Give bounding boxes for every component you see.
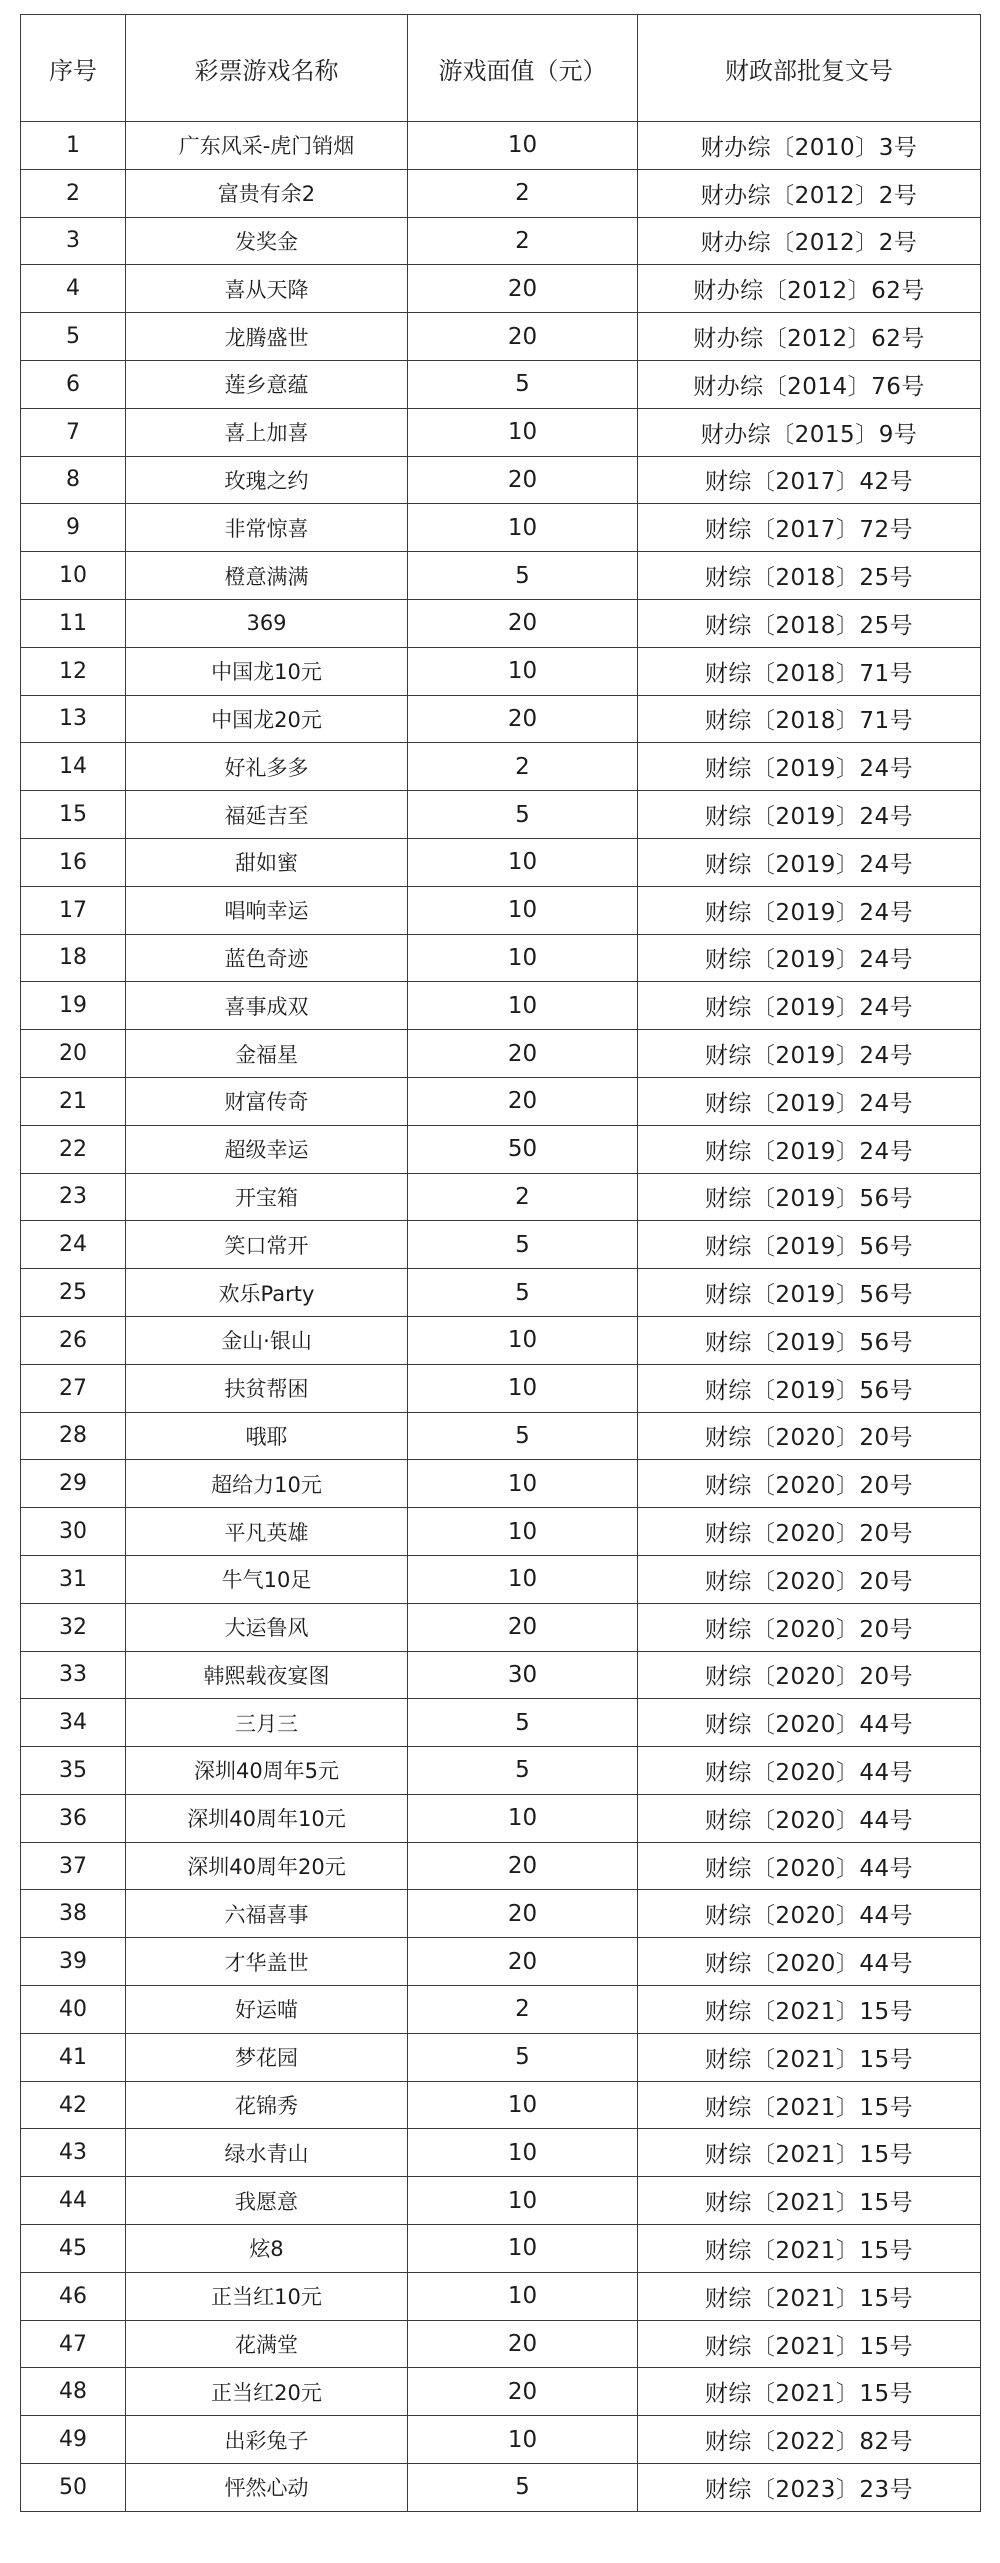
table-row [21, 169, 981, 217]
cell-serial-number: 19 [21, 982, 126, 1030]
cell-serial-number: 46 [21, 2272, 126, 2320]
cell-game-name: 中国龙20元 [126, 695, 408, 743]
table-row [21, 122, 981, 170]
cell-face-value: 20 [408, 1842, 638, 1890]
table-row [21, 791, 981, 839]
cell-serial-number: 6 [21, 360, 126, 408]
cell-approval-document: 财办综〔2015〕9号 [638, 408, 981, 456]
cell-approval-document: 财综〔2019〕24号 [638, 886, 981, 934]
header-game-name: 彩票游戏名称 [126, 15, 408, 122]
cell-serial-number: 10 [21, 552, 126, 600]
cell-game-name: 绿水青山 [126, 2129, 408, 2177]
cell-face-value: 10 [408, 1555, 638, 1603]
cell-approval-document: 财办综〔2012〕2号 [638, 169, 981, 217]
cell-serial-number: 9 [21, 504, 126, 552]
cell-game-name: 正当红10元 [126, 2272, 408, 2320]
table-row [21, 886, 981, 934]
cell-approval-document: 财综〔2019〕56号 [638, 1316, 981, 1364]
table-row [21, 2129, 981, 2177]
table-row [21, 1269, 981, 1317]
cell-approval-document: 财综〔2021〕15号 [638, 2177, 981, 2225]
table-row [21, 743, 981, 791]
cell-approval-document: 财综〔2019〕24号 [638, 743, 981, 791]
cell-serial-number: 4 [21, 265, 126, 313]
cell-game-name: 金福星 [126, 1030, 408, 1078]
cell-face-value: 5 [408, 1747, 638, 1795]
table-row [21, 456, 981, 504]
cell-serial-number: 18 [21, 934, 126, 982]
cell-face-value: 10 [408, 1460, 638, 1508]
table-row [21, 1030, 981, 1078]
table-row [21, 1125, 981, 1173]
table-row [21, 2272, 981, 2320]
cell-face-value: 10 [408, 504, 638, 552]
cell-game-name: 好礼多多 [126, 743, 408, 791]
cell-approval-document: 财综〔2019〕24号 [638, 1125, 981, 1173]
cell-serial-number: 50 [21, 2464, 126, 2512]
table-row [21, 1412, 981, 1460]
cell-serial-number: 29 [21, 1460, 126, 1508]
table-header [21, 15, 981, 122]
cell-game-name: 福延吉至 [126, 791, 408, 839]
table-row [21, 1938, 981, 1986]
cell-face-value: 5 [408, 2464, 638, 2512]
cell-serial-number: 7 [21, 408, 126, 456]
cell-game-name: 哦耶 [126, 1412, 408, 1460]
cell-game-name: 中国龙10元 [126, 647, 408, 695]
table-row [21, 2081, 981, 2129]
cell-serial-number: 41 [21, 2033, 126, 2081]
table-row [21, 1986, 981, 2034]
cell-game-name: 金山·银山 [126, 1316, 408, 1364]
cell-game-name: 花锦秀 [126, 2081, 408, 2129]
cell-face-value: 20 [408, 695, 638, 743]
table-row [21, 504, 981, 552]
cell-approval-document: 财综〔2018〕71号 [638, 647, 981, 695]
cell-serial-number: 44 [21, 2177, 126, 2225]
cell-game-name: 发奖金 [126, 217, 408, 265]
cell-game-name: 富贵有余2 [126, 169, 408, 217]
cell-approval-document: 财综〔2021〕15号 [638, 2081, 981, 2129]
cell-face-value: 10 [408, 1794, 638, 1842]
cell-serial-number: 43 [21, 2129, 126, 2177]
cell-game-name: 玫瑰之约 [126, 456, 408, 504]
cell-approval-document: 财综〔2020〕44号 [638, 1747, 981, 1795]
cell-serial-number: 25 [21, 1269, 126, 1317]
table-row [21, 1747, 981, 1795]
cell-face-value: 20 [408, 1938, 638, 1986]
cell-face-value: 10 [408, 2081, 638, 2129]
table-row [21, 982, 981, 1030]
cell-face-value: 20 [408, 1890, 638, 1938]
cell-approval-document: 财综〔2019〕24号 [638, 1077, 981, 1125]
cell-approval-document: 财综〔2021〕15号 [638, 2033, 981, 2081]
cell-game-name: 笑口常开 [126, 1221, 408, 1269]
cell-face-value: 2 [408, 217, 638, 265]
cell-face-value: 10 [408, 408, 638, 456]
lottery-games-table [20, 14, 981, 2512]
table-row [21, 217, 981, 265]
cell-serial-number: 26 [21, 1316, 126, 1364]
cell-serial-number: 40 [21, 1986, 126, 2034]
cell-face-value: 20 [408, 599, 638, 647]
cell-serial-number: 27 [21, 1364, 126, 1412]
cell-face-value: 10 [408, 1364, 638, 1412]
table-row [21, 647, 981, 695]
table-row [21, 552, 981, 600]
cell-serial-number: 28 [21, 1412, 126, 1460]
table-row [21, 1077, 981, 1125]
cell-game-name: 广东风采-虎门销烟 [126, 122, 408, 170]
cell-face-value: 5 [408, 2033, 638, 2081]
cell-serial-number: 2 [21, 169, 126, 217]
cell-game-name: 平凡英雄 [126, 1508, 408, 1556]
cell-face-value: 10 [408, 122, 638, 170]
cell-face-value: 20 [408, 456, 638, 504]
cell-game-name: 扶贫帮困 [126, 1364, 408, 1412]
cell-face-value: 30 [408, 1651, 638, 1699]
cell-approval-document: 财综〔2020〕44号 [638, 1842, 981, 1890]
table-row [21, 1794, 981, 1842]
header-approval-document: 财政部批复文号 [638, 15, 981, 122]
cell-game-name: 梦花园 [126, 2033, 408, 2081]
cell-serial-number: 11 [21, 599, 126, 647]
cell-face-value: 5 [408, 1269, 638, 1317]
cell-game-name: 花满堂 [126, 2320, 408, 2368]
cell-game-name: 唱响幸运 [126, 886, 408, 934]
cell-serial-number: 32 [21, 1603, 126, 1651]
cell-approval-document: 财综〔2020〕20号 [638, 1460, 981, 1508]
table-row [21, 1460, 981, 1508]
cell-game-name: 深圳40周年20元 [126, 1842, 408, 1890]
table-row [21, 934, 981, 982]
cell-face-value: 20 [408, 313, 638, 361]
cell-game-name: 牛气10足 [126, 1555, 408, 1603]
table-row [21, 265, 981, 313]
table-row [21, 838, 981, 886]
cell-approval-document: 财综〔2019〕24号 [638, 982, 981, 1030]
cell-approval-document: 财办综〔2012〕2号 [638, 217, 981, 265]
cell-face-value: 2 [408, 1986, 638, 2034]
cell-approval-document: 财办综〔2012〕62号 [638, 313, 981, 361]
cell-game-name: 橙意满满 [126, 552, 408, 600]
cell-face-value: 10 [408, 886, 638, 934]
cell-approval-document: 财综〔2020〕20号 [638, 1555, 981, 1603]
cell-game-name: 六福喜事 [126, 1890, 408, 1938]
cell-face-value: 2 [408, 1173, 638, 1221]
cell-approval-document: 财综〔2018〕25号 [638, 552, 981, 600]
cell-serial-number: 14 [21, 743, 126, 791]
cell-serial-number: 31 [21, 1555, 126, 1603]
cell-serial-number: 33 [21, 1651, 126, 1699]
cell-face-value: 10 [408, 647, 638, 695]
cell-serial-number: 34 [21, 1699, 126, 1747]
cell-game-name: 三月三 [126, 1699, 408, 1747]
cell-face-value: 5 [408, 1412, 638, 1460]
cell-approval-document: 财综〔2020〕20号 [638, 1412, 981, 1460]
cell-approval-document: 财综〔2018〕25号 [638, 599, 981, 647]
table-row [21, 2177, 981, 2225]
table-row [21, 599, 981, 647]
cell-face-value: 20 [408, 2368, 638, 2416]
cell-serial-number: 24 [21, 1221, 126, 1269]
cell-approval-document: 财综〔2018〕71号 [638, 695, 981, 743]
table-row [21, 360, 981, 408]
table-row [21, 1508, 981, 1556]
cell-game-name: 莲乡意蕴 [126, 360, 408, 408]
cell-game-name: 甜如蜜 [126, 838, 408, 886]
cell-game-name: 龙腾盛世 [126, 313, 408, 361]
cell-serial-number: 17 [21, 886, 126, 934]
cell-game-name: 怦然心动 [126, 2464, 408, 2512]
cell-serial-number: 13 [21, 695, 126, 743]
cell-serial-number: 22 [21, 1125, 126, 1173]
cell-face-value: 5 [408, 360, 638, 408]
cell-face-value: 2 [408, 743, 638, 791]
cell-approval-document: 财综〔2022〕82号 [638, 2416, 981, 2464]
table-row [21, 2464, 981, 2512]
table-row [21, 2368, 981, 2416]
cell-serial-number: 49 [21, 2416, 126, 2464]
cell-face-value: 20 [408, 265, 638, 313]
cell-serial-number: 8 [21, 456, 126, 504]
table-body [21, 122, 981, 2512]
table-row [21, 695, 981, 743]
cell-approval-document: 财综〔2021〕15号 [638, 2225, 981, 2273]
cell-approval-document: 财综〔2020〕20号 [638, 1651, 981, 1699]
cell-face-value: 10 [408, 2177, 638, 2225]
cell-approval-document: 财办综〔2014〕76号 [638, 360, 981, 408]
cell-face-value: 10 [408, 1508, 638, 1556]
table-row [21, 1651, 981, 1699]
table-row [21, 313, 981, 361]
cell-approval-document: 财综〔2021〕15号 [638, 2129, 981, 2177]
cell-game-name: 韩熙载夜宴图 [126, 1651, 408, 1699]
cell-serial-number: 37 [21, 1842, 126, 1890]
cell-game-name: 出彩兔子 [126, 2416, 408, 2464]
cell-serial-number: 39 [21, 1938, 126, 1986]
cell-approval-document: 财综〔2019〕24号 [638, 791, 981, 839]
cell-game-name: 深圳40周年5元 [126, 1747, 408, 1795]
table-row [21, 2033, 981, 2081]
cell-serial-number: 1 [21, 122, 126, 170]
cell-face-value: 10 [408, 838, 638, 886]
cell-approval-document: 财综〔2021〕15号 [638, 2368, 981, 2416]
header-serial-number: 序号 [21, 15, 126, 122]
cell-face-value: 5 [408, 552, 638, 600]
cell-approval-document: 财综〔2020〕44号 [638, 1699, 981, 1747]
cell-game-name: 蓝色奇迹 [126, 934, 408, 982]
table-row [21, 1316, 981, 1364]
cell-approval-document: 财综〔2021〕15号 [638, 2272, 981, 2320]
cell-approval-document: 财综〔2019〕56号 [638, 1364, 981, 1412]
cell-game-name: 财富传奇 [126, 1077, 408, 1125]
cell-game-name: 炫8 [126, 2225, 408, 2273]
cell-face-value: 20 [408, 1603, 638, 1651]
cell-approval-document: 财综〔2019〕56号 [638, 1173, 981, 1221]
header-row [21, 15, 981, 122]
cell-serial-number: 15 [21, 791, 126, 839]
table-row [21, 2320, 981, 2368]
cell-game-name: 大运鲁风 [126, 1603, 408, 1651]
cell-approval-document: 财综〔2023〕23号 [638, 2464, 981, 2512]
cell-game-name: 喜从天降 [126, 265, 408, 313]
table-row [21, 1364, 981, 1412]
cell-face-value: 10 [408, 934, 638, 982]
cell-approval-document: 财综〔2019〕56号 [638, 1269, 981, 1317]
table-row [21, 1842, 981, 1890]
cell-game-name: 正当红20元 [126, 2368, 408, 2416]
cell-serial-number: 42 [21, 2081, 126, 2129]
table-row [21, 1603, 981, 1651]
cell-approval-document: 财综〔2019〕56号 [638, 1221, 981, 1269]
cell-approval-document: 财综〔2021〕15号 [638, 2320, 981, 2368]
cell-game-name: 我愿意 [126, 2177, 408, 2225]
cell-game-name: 开宝箱 [126, 1173, 408, 1221]
cell-serial-number: 12 [21, 647, 126, 695]
cell-serial-number: 47 [21, 2320, 126, 2368]
cell-face-value: 5 [408, 791, 638, 839]
cell-serial-number: 30 [21, 1508, 126, 1556]
cell-approval-document: 财综〔2020〕44号 [638, 1890, 981, 1938]
cell-face-value: 10 [408, 1316, 638, 1364]
cell-serial-number: 45 [21, 2225, 126, 2273]
cell-face-value: 5 [408, 1699, 638, 1747]
table-row [21, 2416, 981, 2464]
cell-approval-document: 财办综〔2012〕62号 [638, 265, 981, 313]
cell-approval-document: 财综〔2020〕44号 [638, 1794, 981, 1842]
cell-face-value: 10 [408, 2225, 638, 2273]
cell-serial-number: 38 [21, 1890, 126, 1938]
cell-game-name: 369 [126, 599, 408, 647]
cell-game-name: 好运喵 [126, 1986, 408, 2034]
cell-face-value: 20 [408, 1077, 638, 1125]
header-face-value: 游戏面值（元） [408, 15, 638, 122]
cell-approval-document: 财综〔2019〕24号 [638, 838, 981, 886]
table-row [21, 1699, 981, 1747]
cell-approval-document: 财综〔2020〕44号 [638, 1938, 981, 1986]
cell-serial-number: 23 [21, 1173, 126, 1221]
cell-face-value: 20 [408, 1030, 638, 1078]
cell-serial-number: 3 [21, 217, 126, 265]
cell-face-value: 10 [408, 2416, 638, 2464]
cell-face-value: 2 [408, 169, 638, 217]
cell-approval-document: 财综〔2019〕24号 [638, 1030, 981, 1078]
cell-serial-number: 35 [21, 1747, 126, 1795]
cell-approval-document: 财综〔2021〕15号 [638, 1986, 981, 2034]
table-row [21, 1173, 981, 1221]
cell-approval-document: 财综〔2017〕42号 [638, 456, 981, 504]
cell-approval-document: 财综〔2019〕24号 [638, 934, 981, 982]
cell-approval-document: 财办综〔2010〕3号 [638, 122, 981, 170]
cell-game-name: 才华盖世 [126, 1938, 408, 1986]
cell-serial-number: 5 [21, 313, 126, 361]
table-row [21, 1221, 981, 1269]
cell-game-name: 欢乐Party [126, 1269, 408, 1317]
cell-serial-number: 36 [21, 1794, 126, 1842]
cell-approval-document: 财综〔2017〕72号 [638, 504, 981, 552]
table-row [21, 408, 981, 456]
table-row [21, 1890, 981, 1938]
cell-face-value: 50 [408, 1125, 638, 1173]
cell-game-name: 超给力10元 [126, 1460, 408, 1508]
cell-game-name: 非常惊喜 [126, 504, 408, 552]
cell-serial-number: 21 [21, 1077, 126, 1125]
table-row [21, 1555, 981, 1603]
cell-approval-document: 财综〔2020〕20号 [638, 1603, 981, 1651]
cell-game-name: 喜上加喜 [126, 408, 408, 456]
cell-game-name: 深圳40周年10元 [126, 1794, 408, 1842]
cell-game-name: 超级幸运 [126, 1125, 408, 1173]
cell-serial-number: 16 [21, 838, 126, 886]
cell-face-value: 20 [408, 2320, 638, 2368]
table-row [21, 2225, 981, 2273]
cell-face-value: 10 [408, 982, 638, 1030]
cell-approval-document: 财综〔2020〕20号 [638, 1508, 981, 1556]
cell-game-name: 喜事成双 [126, 982, 408, 1030]
cell-serial-number: 48 [21, 2368, 126, 2416]
cell-face-value: 10 [408, 2272, 638, 2320]
cell-face-value: 10 [408, 2129, 638, 2177]
cell-face-value: 5 [408, 1221, 638, 1269]
cell-serial-number: 20 [21, 1030, 126, 1078]
